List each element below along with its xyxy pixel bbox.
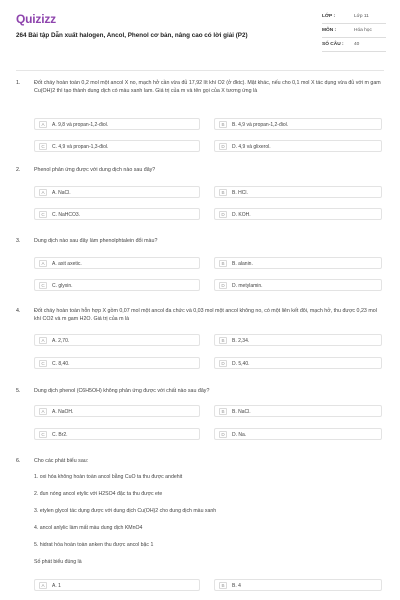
option-a[interactable] <box>34 257 200 269</box>
option-c[interactable] <box>34 428 200 440</box>
option-letter: B <box>219 337 227 344</box>
option-text: B. alanin. <box>232 261 253 267</box>
option-letter: B <box>219 260 227 267</box>
question-number: 4. <box>16 308 21 314</box>
option-text: C. Br2. <box>52 432 68 438</box>
option-text: B. 4 <box>232 583 241 589</box>
option-text: D. metylamin. <box>232 283 263 289</box>
option-b[interactable] <box>214 405 382 417</box>
option-text: A. 1 <box>52 583 61 589</box>
option-text: B. 2,34. <box>232 338 250 344</box>
question-2 <box>16 167 384 227</box>
option-text: C. 8,40. <box>52 361 70 367</box>
option-c[interactable] <box>34 140 200 152</box>
option-b[interactable] <box>214 334 382 346</box>
question-4 <box>16 308 384 378</box>
option-letter: D <box>219 143 227 150</box>
question-number: 3. <box>16 238 21 244</box>
option-text: A. NaOH. <box>52 409 74 415</box>
option-b[interactable] <box>214 186 382 198</box>
meta-key: LỚP : <box>322 14 336 19</box>
question-6 <box>16 458 384 598</box>
option-c[interactable] <box>34 357 200 369</box>
option-letter: C <box>39 211 47 218</box>
question-text: Dung dịch nào sau đây làm phenolphtalein đổi màu? <box>34 238 158 244</box>
option-text: B. NaCl. <box>232 409 251 415</box>
logo-text: Quizizz <box>16 12 56 26</box>
option-text: C. NaHCO3. <box>52 212 81 218</box>
meta-value: 40 <box>354 42 360 47</box>
option-letter: C <box>39 431 47 438</box>
quizizz-logo <box>16 12 56 26</box>
statement: 5. hidrat hóa hoàn toàn anken thu được ancol bậc 1 <box>34 542 154 548</box>
statement-prompt: Số phát biểu đúng là <box>34 559 82 565</box>
meta-row-class <box>322 10 386 24</box>
option-d[interactable] <box>214 279 382 291</box>
option-letter: A <box>39 582 47 589</box>
statement: 1. oxi hóa không hoàn toàn ancol bằng CuO ta thu được andehit <box>34 474 183 480</box>
question-text: Cho các phát biểu sau: <box>34 458 89 464</box>
option-a[interactable] <box>34 579 200 591</box>
option-text: A. axit axetic. <box>52 261 82 267</box>
question-3 <box>16 238 384 298</box>
option-d[interactable] <box>214 428 382 440</box>
meta-row-count <box>322 38 386 52</box>
question-number: 1. <box>16 80 21 86</box>
option-letter: A <box>39 337 47 344</box>
option-letter: A <box>39 121 47 128</box>
question-5 <box>16 388 384 448</box>
statement: 3. etylen glycol tác dụng được với dung dịch Cu(OH)2 cho dung dịch màu xanh <box>34 508 217 514</box>
option-letter: D <box>219 282 227 289</box>
option-text: A. NaCl. <box>52 190 71 196</box>
option-text: A. 2,70. <box>52 338 70 344</box>
option-a[interactable] <box>34 118 200 130</box>
question-text: Phenol phản ứng được với dung dịch nào sau đây? <box>34 167 156 173</box>
option-letter: A <box>39 408 47 415</box>
option-b[interactable] <box>214 257 382 269</box>
option-letter: A <box>39 189 47 196</box>
meta-row-subject <box>322 24 386 38</box>
option-a[interactable] <box>34 405 200 417</box>
option-letter: B <box>219 408 227 415</box>
statement: 4. ancol anlylic làm mất màu dung dịch KMnO4 <box>34 525 143 531</box>
meta-table <box>322 10 386 52</box>
option-text: B. 4,9 và propan-1,2-điol. <box>232 122 289 128</box>
option-c[interactable] <box>34 279 200 291</box>
option-letter: C <box>39 282 47 289</box>
option-letter: C <box>39 143 47 150</box>
option-letter: B <box>219 189 227 196</box>
option-letter: D <box>219 360 227 367</box>
option-text: D. KOH. <box>232 212 251 218</box>
option-letter: A <box>39 260 47 267</box>
option-letter: D <box>219 211 227 218</box>
option-letter: B <box>219 582 227 589</box>
option-text: A. 9,8 và propan-1,2-điol. <box>52 122 109 128</box>
option-a[interactable] <box>34 186 200 198</box>
option-text: C. glyxin. <box>52 283 73 289</box>
option-text: C. 4,9 và propan-1,3-điol. <box>52 144 109 150</box>
question-1 <box>16 80 384 160</box>
statement: 2. đun nóng ancol etylic với H2SO4 đặc ta thu được ete <box>34 491 163 497</box>
option-a[interactable] <box>34 334 200 346</box>
question-text: Dung dịch phenol (C6H5OH) không phản ứng được với chất nào sau đây? <box>34 388 210 394</box>
option-b[interactable] <box>214 118 382 130</box>
question-number: 5. <box>16 388 21 394</box>
question-text: Đốt cháy hoàn toàn 0,2 mol một ancol X no, mạch hở cần vừa đủ 17,92 lít khí O2 (ở đktc). Mặt khác, nếu cho 0,1 mol X tác dụng vừa đủ với m gam Cu(OH)2 thì tạo thành dung dịch có màu xanh lam. Giá trị của m và tên gọi của X tương ứng là <box>34 80 381 94</box>
option-letter: B <box>219 121 227 128</box>
option-d[interactable] <box>214 140 382 152</box>
option-letter: C <box>39 360 47 367</box>
header-divider <box>16 70 384 71</box>
option-text: B. HCl. <box>232 190 248 196</box>
meta-key: MÔN : <box>322 28 337 33</box>
meta-key: SỐ CÂU : <box>322 42 344 47</box>
question-text: Đốt cháy hoàn toàn hỗn hợp X gồm 0,07 mol một ancol đa chức và 0,03 mol một ancol không no, có một liên kết đôi, mạch hở, thu được 0,23 mol khí CO2 và m gam H2O. Giá trị của m là <box>34 308 377 322</box>
page-header <box>0 0 400 64</box>
option-text: D. 5,40. <box>232 361 250 367</box>
option-c[interactable] <box>34 208 200 220</box>
option-d[interactable] <box>214 357 382 369</box>
option-letter: D <box>219 431 227 438</box>
option-text: D. 4,9 và glixerol. <box>232 144 271 150</box>
option-b[interactable] <box>214 579 382 591</box>
question-number: 2. <box>16 167 21 173</box>
option-d[interactable] <box>214 208 382 220</box>
document-title: 264 Bài tập Dẫn xuất halogen, Ancol, Phenol cơ bản, nâng cao có lời giải (P2) <box>16 32 248 39</box>
question-number: 6. <box>16 458 21 464</box>
meta-value: Hóa học <box>354 28 372 33</box>
meta-value: Lớp 11 <box>354 14 369 19</box>
option-text: D. Na. <box>232 432 247 438</box>
